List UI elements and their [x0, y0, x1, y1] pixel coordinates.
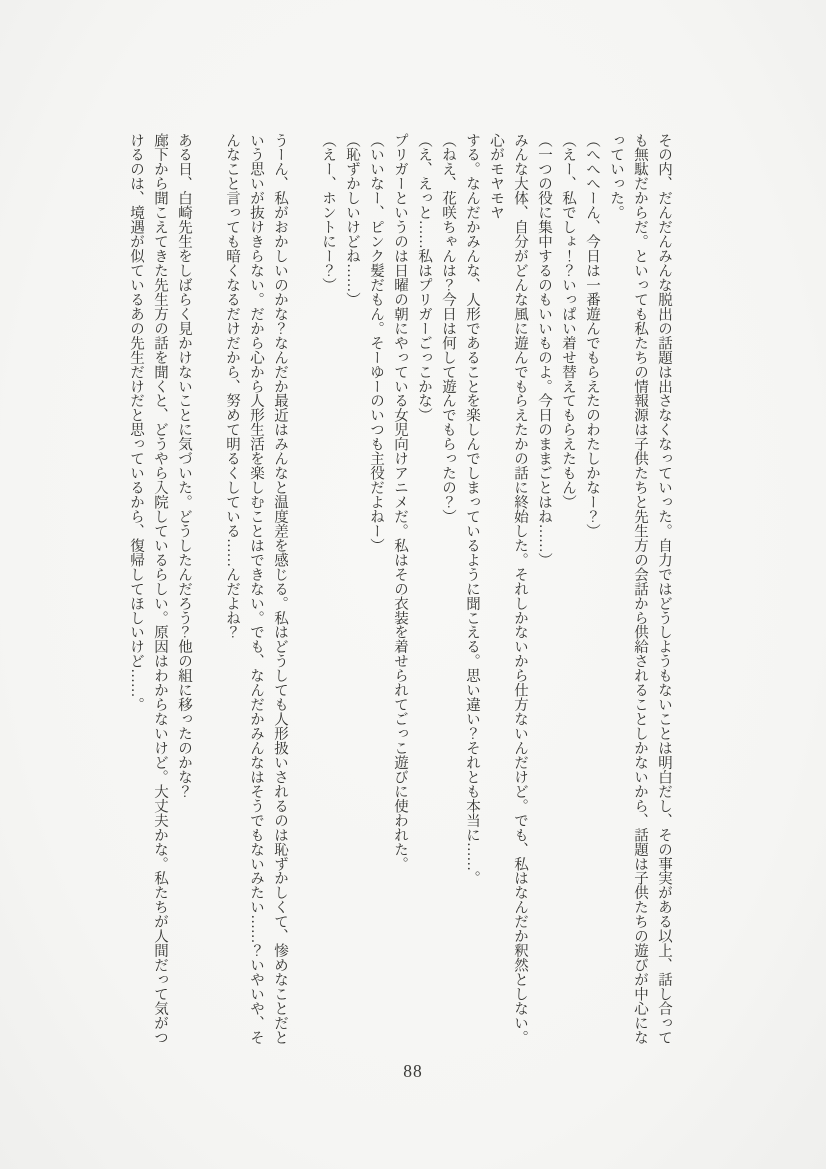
text-line: （えー、ホントにー？）: [320, 133, 336, 293]
text-line: （えー、私でしょ！？いっぱい着せ替えてもらえたもん）: [560, 133, 576, 510]
text-line: うーん、私がおかしいのかな？なんだか最近はみんなと温度差を感じる。私はどうしても人形扱いされるのは恥ずかしくて、惨めなことだと: [272, 133, 288, 1045]
text-line: （一つの役に集中するのもいいものよ。今日のままごとはね……）: [536, 133, 552, 568]
text-line: も無駄だからだ。といっても私たちの情報源は子供たちと先生方の会話から供給されることしかないから、話題は子供たちの遊びが中心にな: [632, 133, 648, 1045]
text-line: （へへへーん、今日は一番遊んでもらえたのわたしかなー？）: [584, 133, 600, 539]
text-line: 心がモヤモヤ: [488, 133, 504, 220]
text-line: ある日、白崎先生をしばらく見かけないことに気づいた。どうしたんだろう？他の組に移ったのかな？: [176, 133, 192, 799]
text-line: いう思いが抜けきらない。だから心から人形生活を楽しむことはできない。でも、なんだかみんなはそうでもないみたい……？いやいや、そ: [248, 133, 264, 1045]
text-line: （ねえ、花咲ちゃんは？今日は何して遊んでもらったの？）: [440, 133, 456, 524]
text-line: みんな大体、自分がどんな風に遊んでもらえたかの話に終始した。それしかないから仕方ないんだけど。でも、私はなんだか釈然としない。: [512, 133, 528, 1045]
text-line: 廊下から聞こえてきた先生方の話を聞くと、どうやら入院しているらしい。原因はわからないけど。大丈夫かな。私たちが人間だって気がつ: [152, 133, 168, 1045]
text-line: （いいなー、ピンク髪だもん。そーゆーのいつも主役だよねー）: [368, 133, 384, 553]
text-line: プリガーというのは日曜の朝にやっている女児向けアニメだ。私はその衣装を着せられてごっこ遊びに使われた。: [392, 133, 408, 871]
blank-line: [196, 133, 220, 1049]
text-line: けるのは、境遇が似ているあの先生だけだと思っているから、復帰してほしいけど……。: [128, 133, 144, 712]
blank-line: [292, 133, 316, 1049]
text-line: っていった。: [608, 133, 624, 220]
text-line: （え、えっと……私はプリガーごっこかな）: [416, 133, 432, 423]
text-line: する。なんだかみんな、人形であることを楽しんでしまっているように聞こえる。思い違い？それとも本当に……。: [464, 133, 480, 886]
page-number: 88: [403, 1061, 423, 1081]
text-line: （恥ずかしいけどね……）: [344, 133, 360, 307]
text-line: その内、だんだんみんな脱出の話題は出さなくなっていった。自力ではどうしようもないことは明白だし、その事実がある以上、話し合って: [656, 133, 672, 1045]
text-line: んなこと言っても暗くなるだけだから、努めて明るくしている……んだよね？: [224, 133, 240, 640]
text-block: [122, 133, 676, 1049]
